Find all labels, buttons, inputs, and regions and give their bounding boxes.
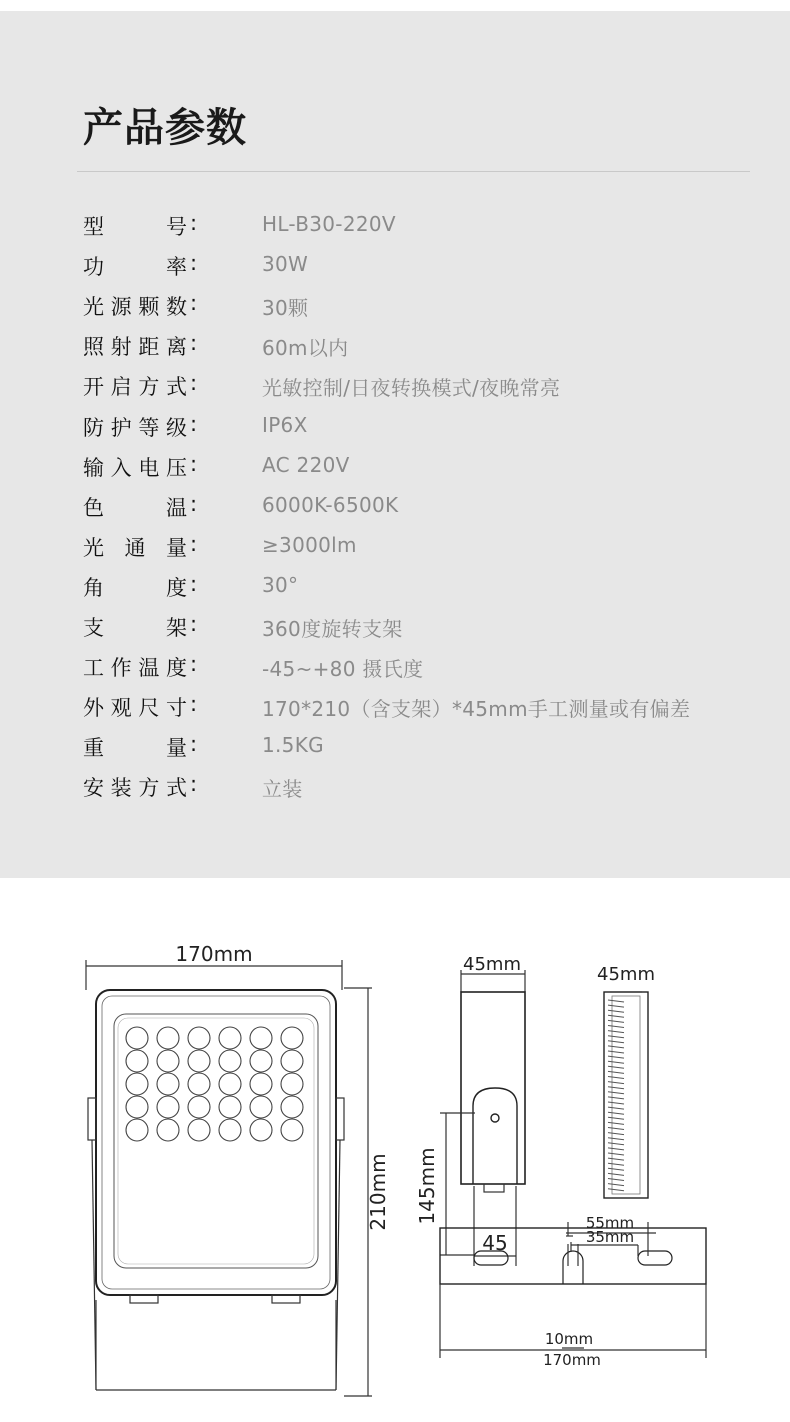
fin-line — [608, 1107, 624, 1109]
led-circle — [219, 1073, 241, 1095]
fin-line — [608, 1005, 624, 1007]
spec-colon: : — [190, 772, 198, 797]
side-height-label: 145mm — [415, 1147, 439, 1225]
led-circle — [157, 1073, 179, 1095]
spec-value: 30° — [262, 572, 299, 597]
spec-label-char: 量 — [166, 736, 187, 761]
led-grid — [126, 1027, 303, 1141]
spec-label-char: 光 — [83, 295, 104, 320]
fin-line — [608, 1153, 624, 1155]
spec-label-char: 率 — [166, 255, 187, 280]
spec-colon: : — [190, 692, 198, 717]
spec-value: 立装 — [262, 777, 303, 802]
fin-line — [608, 1179, 624, 1181]
spec-label-char: 源 — [110, 295, 132, 320]
dimension-drawings — [0, 930, 790, 1410]
spec-row — [83, 211, 773, 251]
spec-row — [83, 572, 773, 612]
spec-label-char: 启 — [110, 375, 132, 400]
spec-label — [83, 492, 187, 522]
spec-label-char: 通 — [124, 535, 146, 560]
spec-label-char: 等 — [138, 415, 160, 440]
bracket-width-label: 170mm — [543, 1351, 601, 1369]
spec-label — [83, 211, 187, 241]
spec-label-char: 级 — [165, 415, 187, 440]
spec-colon: : — [190, 652, 198, 677]
spec-value: 6000K-6500K — [262, 492, 399, 517]
front-height-label: 210mm — [366, 1153, 390, 1231]
spec-row — [83, 732, 773, 772]
led-circle — [219, 1027, 241, 1049]
spec-label — [83, 612, 187, 642]
spec-label-char: 离 — [165, 335, 187, 360]
side-depth-label: 45mm — [463, 954, 521, 975]
spec-label-char: 温 — [166, 495, 187, 520]
side-bracket-label: 45 — [482, 1231, 508, 1255]
fin-line — [608, 1163, 624, 1165]
spec-label-char: 入 — [110, 455, 132, 480]
spec-label-char: 式 — [165, 776, 187, 801]
led-circle — [126, 1050, 148, 1072]
spec-label-char: 工 — [83, 656, 104, 681]
led-circle — [281, 1073, 303, 1095]
spec-label-char: 装 — [110, 776, 132, 801]
spec-label-char: 距 — [138, 335, 160, 360]
led-circle — [250, 1073, 272, 1095]
spec-row — [83, 452, 773, 492]
fin-line — [608, 1148, 624, 1150]
led-circle — [188, 1119, 210, 1141]
spec-label-char: 安 — [83, 776, 104, 801]
led-circle — [219, 1050, 241, 1072]
spec-label-char: 角 — [83, 575, 104, 600]
spec-label-char: 量 — [166, 535, 187, 560]
led-circle — [281, 1027, 303, 1049]
led-circle — [188, 1073, 210, 1095]
spec-value: 360度旋转支架 — [262, 617, 403, 641]
led-circle — [250, 1096, 272, 1118]
front-width-label: 170mm — [175, 942, 253, 966]
slot-outer-label: 55mm — [585, 1214, 635, 1232]
spec-colon: : — [190, 331, 198, 356]
spec-label-char: 压 — [165, 455, 187, 480]
spec-label — [83, 251, 187, 281]
spec-colon: : — [190, 571, 198, 596]
spec-panel — [0, 11, 790, 878]
fin-line — [608, 1051, 624, 1053]
led-circle — [126, 1119, 148, 1141]
fin-line — [608, 1133, 624, 1135]
fin-line — [608, 1097, 624, 1099]
fin-line — [608, 1122, 624, 1124]
fin-line — [608, 1000, 624, 1002]
led-circle — [281, 1119, 303, 1141]
profile-depth-label: 45mm — [597, 964, 655, 985]
spec-colon: : — [190, 291, 198, 316]
spec-value: AC 220V — [262, 452, 350, 477]
spec-label-char: 颗 — [138, 295, 160, 320]
page-title: 产品参数 — [83, 105, 247, 151]
spec-label — [83, 331, 187, 361]
spec-label-char: 开 — [83, 375, 104, 400]
fin-line — [608, 1117, 624, 1119]
spec-label — [83, 371, 187, 401]
spec-value: 30W — [262, 252, 309, 277]
spec-label-char: 号 — [166, 215, 187, 239]
slot-inner-label: 35mm — [585, 1228, 635, 1246]
spec-label-char: 度 — [165, 656, 187, 681]
led-circle — [281, 1050, 303, 1072]
led-circle — [188, 1096, 210, 1118]
led-circle — [157, 1027, 179, 1049]
fin-line — [608, 1158, 624, 1160]
led-circle — [219, 1096, 241, 1118]
spec-label-char: 方 — [138, 776, 160, 801]
spec-label-char: 数 — [165, 295, 187, 320]
led-circle — [157, 1096, 179, 1118]
spec-label-char: 重 — [83, 736, 104, 761]
fin-line — [608, 1092, 624, 1094]
fin-line — [608, 1077, 624, 1079]
spec-label-char: 照 — [83, 335, 104, 360]
spec-row — [83, 652, 773, 692]
spec-label-char: 电 — [138, 455, 160, 480]
spec-colon: : — [190, 491, 198, 516]
spec-label — [83, 412, 187, 442]
spec-row — [83, 331, 773, 371]
spec-label-char: 度 — [166, 575, 187, 600]
fin-line — [608, 1173, 624, 1175]
led-circle — [281, 1096, 303, 1118]
fin-line — [608, 1128, 624, 1130]
fin-line — [608, 1036, 624, 1038]
spec-label-char: 温 — [138, 656, 160, 681]
fin-line — [608, 1082, 624, 1084]
fin-line — [608, 1020, 624, 1022]
spec-colon: : — [190, 211, 198, 235]
fin-line — [608, 1102, 624, 1104]
fin-line — [608, 1143, 624, 1145]
spec-value: 60m以内 — [262, 336, 349, 361]
spec-colon: : — [190, 451, 198, 476]
led-circle — [219, 1119, 241, 1141]
fin-line — [608, 1184, 624, 1186]
spec-colon: : — [190, 411, 198, 436]
led-circle — [250, 1119, 272, 1141]
spec-label-char: 型 — [83, 215, 104, 239]
fin-line — [608, 1071, 624, 1073]
spec-label-char: 功 — [83, 255, 104, 280]
spec-colon: : — [190, 732, 198, 757]
spec-label-char: 观 — [110, 696, 132, 721]
fin-line — [608, 1015, 624, 1017]
spec-label — [83, 652, 187, 682]
spec-value: 30颗 — [262, 296, 309, 321]
fin-line — [608, 1010, 624, 1012]
fin-line — [608, 1066, 624, 1068]
spec-value: 光敏控制/日夜转换模式/夜晚常亮 — [262, 376, 561, 401]
profile-fins — [608, 1000, 624, 1191]
spec-row — [83, 532, 773, 572]
spec-label-char: 作 — [110, 656, 132, 681]
led-circle — [250, 1050, 272, 1072]
spec-value: HL-B30-220V — [262, 212, 396, 236]
fin-line — [608, 1061, 624, 1063]
spec-label-char: 输 — [83, 455, 104, 480]
spec-label — [83, 532, 187, 562]
spec-label-char: 射 — [110, 335, 132, 360]
spec-label-char: 尺 — [138, 696, 160, 721]
spec-value: IP6X — [262, 412, 308, 437]
spec-label-char: 防 — [83, 415, 104, 440]
spec-label — [83, 452, 187, 482]
spec-value: ≥3000lm — [262, 532, 357, 557]
spec-label — [83, 772, 187, 802]
led-circle — [250, 1027, 272, 1049]
spec-label-char: 色 — [83, 495, 104, 520]
fin-line — [608, 1026, 624, 1028]
fin-line — [608, 1112, 624, 1114]
spec-row — [83, 692, 773, 732]
led-circle — [126, 1027, 148, 1049]
hole-label: 10mm — [544, 1330, 594, 1348]
spec-label-char: 寸 — [165, 696, 187, 721]
spec-label-char: 架 — [166, 616, 187, 640]
spec-value: 170*210（含支架）*45mm手工测量或有偏差 — [262, 697, 691, 722]
spec-value: -45~+80 摄氏度 — [262, 657, 424, 682]
spec-label-char: 外 — [83, 696, 104, 721]
fin-line — [608, 1138, 624, 1140]
spec-row — [83, 291, 773, 331]
fin-line — [608, 1056, 624, 1058]
spec-label-char: 式 — [165, 375, 187, 400]
spec-colon: : — [190, 612, 198, 636]
fin-line — [608, 1168, 624, 1170]
spec-label-char: 护 — [110, 415, 132, 440]
spec-row — [83, 492, 773, 532]
fin-line — [608, 1189, 624, 1191]
fin-line — [608, 1041, 624, 1043]
spec-row — [83, 251, 773, 291]
led-circle — [157, 1119, 179, 1141]
led-circle — [188, 1027, 210, 1049]
spec-value: 1.5KG — [262, 733, 324, 758]
spec-label — [83, 291, 187, 321]
spec-row — [83, 772, 773, 812]
spec-label — [83, 732, 187, 762]
divider — [77, 171, 750, 172]
fin-line — [608, 1087, 624, 1089]
spec-label — [83, 692, 187, 722]
led-circle — [126, 1073, 148, 1095]
led-circle — [188, 1050, 210, 1072]
dimension-diagram — [0, 930, 790, 1410]
spec-label-char: 方 — [138, 375, 160, 400]
spec-colon: : — [190, 251, 198, 276]
spec-label-char: 支 — [83, 616, 104, 640]
spec-row — [83, 412, 773, 452]
spec-label — [83, 572, 187, 602]
spec-colon: : — [190, 531, 198, 556]
fin-line — [608, 1031, 624, 1033]
spec-colon: : — [190, 371, 198, 396]
spec-row — [83, 612, 773, 652]
spec-label-char: 光 — [83, 535, 104, 560]
led-circle — [157, 1050, 179, 1072]
led-circle — [126, 1096, 148, 1118]
fin-line — [608, 1046, 624, 1048]
spec-row — [83, 371, 773, 411]
